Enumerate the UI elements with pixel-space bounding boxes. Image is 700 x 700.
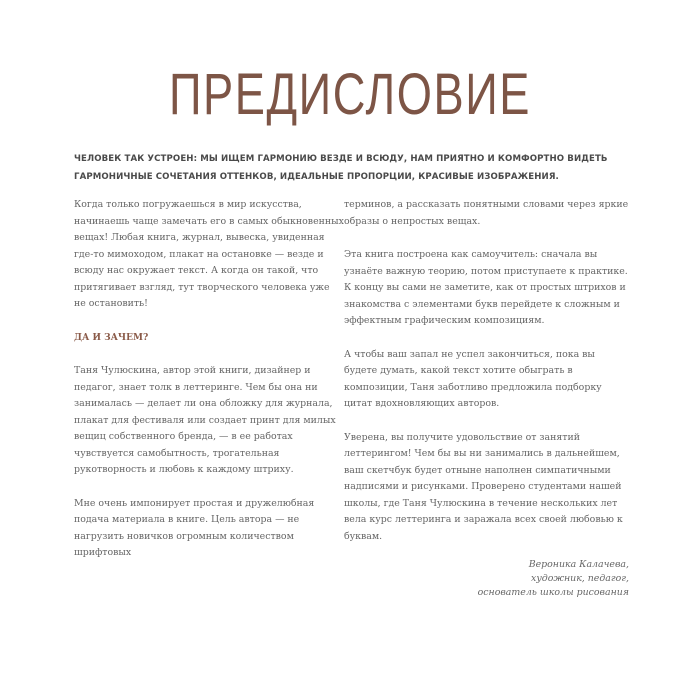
section-subheading: ДА И ЗАЧЕМ? <box>74 332 149 343</box>
signature-position: основатель школы рисования <box>477 587 629 598</box>
signature <box>344 558 629 600</box>
paragraph: А чтобы ваш запал не успел закончиться, пока вы будете думать, какой текст хотите обыграть в композиции, Таня заботливо предложила подборку цитат вдохновляющих авторов. <box>344 348 602 409</box>
paragraph: Когда только погружаешься в мир искусства, начинаешь чаще замечать его в самых обыкновенных вещах! Любая книга, журнал, вывеска, увиденная где-то мимоходом, плакат на остановке — везде и всюду нас окружает текст. А когда он такой, что притягивает взгляд, тут творческого человека уже не остановить! <box>74 199 344 309</box>
signature-name: Вероника Калачева, <box>528 559 629 570</box>
left-column <box>74 197 344 579</box>
paragraph: терминов, а рассказать понятными словами через яркие образы о непростых вещах. <box>344 199 629 227</box>
paragraph: Уверена, вы получите удовольствие от занятий леттерингом! Чем бы вы ни занимались в дальнейшем, ваш скетчбук будет отныне наполнен симпатичными надписями и рисунками. Проверено студентами нашей школы, где Таня Чулюскина в течение нескольких лет вела курс леттеринга и заражала всех своей любовью к буквам. <box>344 431 623 542</box>
paragraph: Мне очень импонирует простая и дружелюбная подача материала в книге. Цель автора — не нагрузить новичков огромным количеством шрифтовых <box>74 497 315 558</box>
paragraph: Эта книга построена как самоучитель: сначала вы узнаёте важную теорию, потом приступаете к практике. К концу вы сами не заметите, как от простых штрихов и знакомства с элементами букв перейдете к сложным и эффектным графическим композициям. <box>344 249 628 326</box>
right-column <box>344 197 629 600</box>
signature-role: художник, педагог, <box>531 573 629 584</box>
page-title: ПРЕДИСЛОВИЕ <box>168 62 532 127</box>
paragraph: Таня Чулюскина, автор этой книги, дизайнер и педагог, знает толк в леттеринге. Чем бы она ни занималась — делает ли она обложку для журнала, плакат для фестиваля или создает принт для милых вещиц собственного бренда, — в ее работах чувствуется самобытность, трогательная рукотворность и любовь к каждому штриху. <box>74 365 336 475</box>
lead-paragraph: ЧЕЛОВЕК ТАК УСТРОЕН: МЫ ИЩЕМ ГАРМОНИЮ ВЕЗДЕ И ВСЮДУ, НАМ ПРИЯТНО И КОМФОРТНО ВИДЕТЬ ГАРМОНИЧНЫЕ СОЧЕТАНИЯ ОТТЕНКОВ, ИДЕАЛЬНЫЕ ПРОПОРЦИИ, КРАСИВЫЕ ИЗОБРАЖЕНИЯ. <box>74 154 608 182</box>
